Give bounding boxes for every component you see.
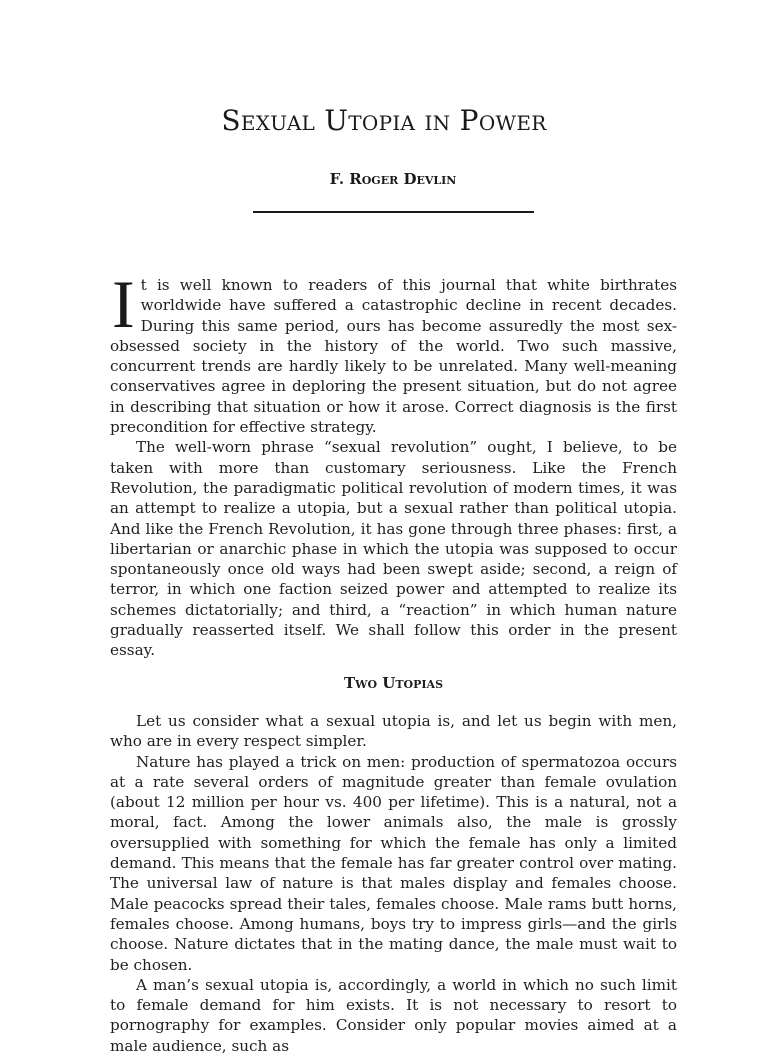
paragraph: The well-worn phrase “sexual revolution” ought, I believe, to be taken with more than customary seriousness. Like the French Revolution, the paradigmatic political revolution of modern times, it was an attempt to realize a utopia, but a sexual rather than political utopia. And like the French Revolution, it has gone through three phases: first, a libertarian or anarchic phase in which the utopia was supposed to occur spontaneously once old ways had been swept aside; second, a reign of terror, in which one faction seized power and attempted to realize its schemes dictatorially; and third, a “reaction” in which human nature gradually reasserted itself. We shall follow this order in the present essay. <box>110 438 677 660</box>
section-heading: Two Utopias <box>343 673 444 692</box>
paragraph: Nature has played a trick on men: production of spermatozoa occurs at a rate several orders of magnitude greater than female ovulation (about 12 million per hour vs. 400 per lifetime). This is a natural, not a moral, fact. Among the lower animals also, the male is grossly oversupplied with something for which the female has only a limited demand. This means that the female has far greater control over mating. The universal law of nature is that males display and females choose. Male peacocks spread their tales, females choose. Male rams butt horns, females choose. Among humans, boys try to impress girls—and the girls choose. Nature dictates that in the mating dance, the male must wait to be chosen. <box>110 752 677 974</box>
paragraph <box>110 266 677 437</box>
article-body <box>110 266 677 1056</box>
paragraph-text: t is well known to readers of this journal that white birthrates worldwide have suffered a catastrophic decline in recent decades. During this same period, ours has become assuredly the most sex-obsessed society in the history of the world. Two such massive, concurrent trends are hardly likely to be unrelated. Many well-meaning conservatives agree in deploring the present situation, but do not agree in describing that situation or how it arose. Correct diagnosis is the first precondition for effective strategy. <box>110 276 677 437</box>
article-author: F. Roger Devlin <box>329 170 457 188</box>
drop-cap: I <box>112 266 135 342</box>
paragraph: Let us consider what a sexual utopia is, and let us begin with men, who are in every respect simpler. <box>110 711 677 751</box>
article-title: Sexual Utopia in Power <box>221 104 547 137</box>
title-divider <box>253 211 534 213</box>
paragraph: A man’s sexual utopia is, accordingly, a world in which no such limit to female demand for him exists. It is not necessary to resort to pornography for examples. Consider only popular movies aimed at a male audience, such as <box>110 975 677 1055</box>
